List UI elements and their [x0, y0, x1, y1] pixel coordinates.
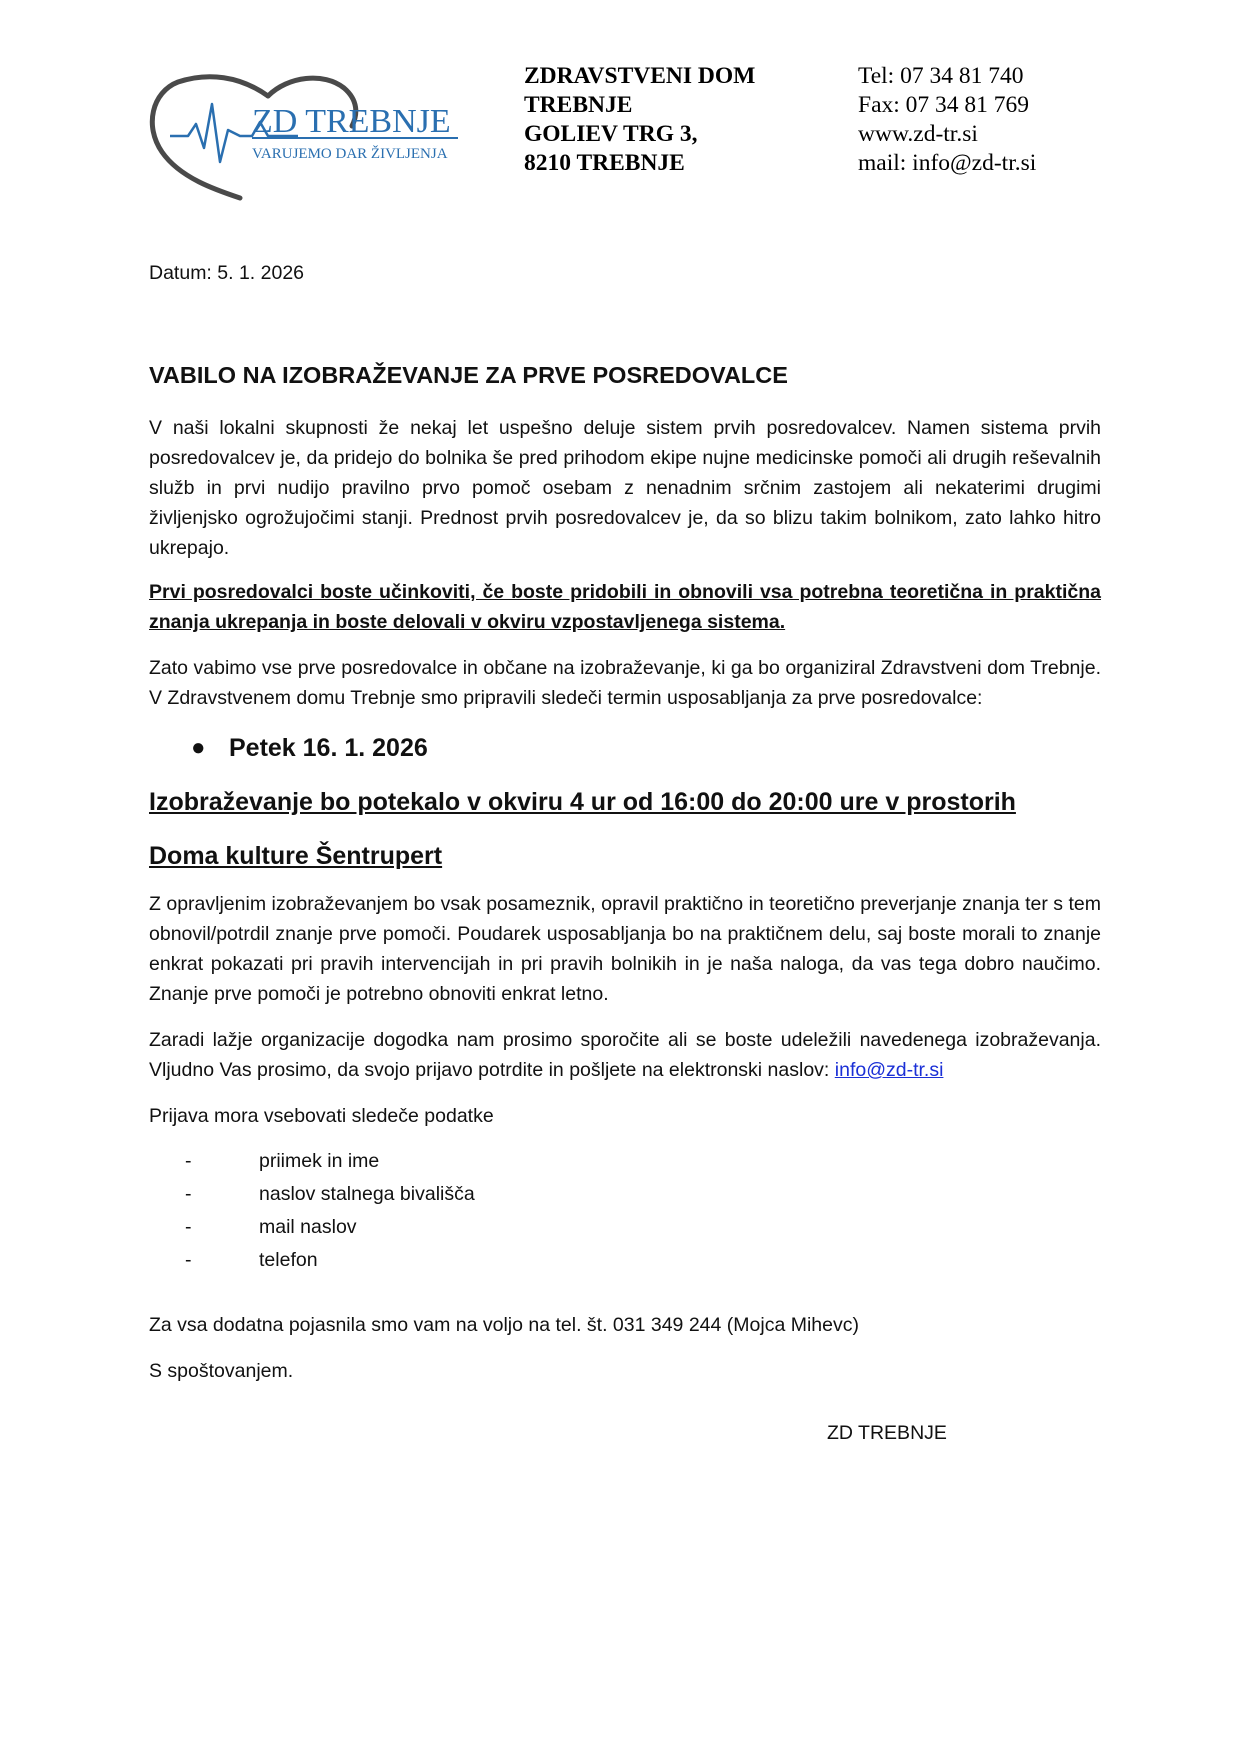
org-line: GOLIEV TRG 3,	[524, 121, 698, 147]
list-item	[149, 1244, 1101, 1277]
invitation-paragraph: Zato vabimo vse prve posredovalce in občane na izobraževanje, ki ga bo organiziral Zdravstveni dom Trebnje. V Zdravstvenem domu Trebnje smo pripravili sledeči termin usposabljanja za prve posredovalce:	[149, 657, 1101, 709]
event-date: Petek 16. 1. 2026	[229, 734, 428, 762]
list-item-text: telefon	[259, 1249, 318, 1271]
organization-address	[524, 62, 755, 178]
registration-paragraph	[149, 1025, 1101, 1085]
org-line: ZDRAVSTVENI DOM	[524, 63, 756, 89]
list-item	[149, 1211, 1101, 1244]
closing-salutation: S spoštovanjem.	[149, 1360, 294, 1382]
logo-title: ZD TREBNJE	[252, 103, 451, 140]
org-line: TREBNJE	[524, 92, 633, 118]
required-data-list	[149, 1145, 1101, 1277]
letter-title: VABILO NA IZOBRAŽEVANJE ZA PRVE POSREDOVALCE	[149, 362, 788, 388]
list-item-text: priimek in ime	[259, 1150, 380, 1172]
website-line: www.zd-tr.si	[858, 121, 978, 147]
list-item-text: naslov stalnega bivališča	[259, 1183, 475, 1205]
dash-marker: -	[185, 1150, 192, 1172]
event-date-item	[149, 731, 1101, 765]
heart-logo-icon	[148, 74, 468, 204]
dash-marker: -	[185, 1216, 192, 1238]
org-line: 8210 TREBNJE	[524, 150, 685, 176]
fax-line: Fax: 07 34 81 769	[858, 92, 1030, 118]
dash-marker: -	[185, 1183, 192, 1205]
dash-marker: -	[185, 1249, 192, 1271]
logo-tagline: VARUJEMO DAR ŽIVLJENJA	[252, 146, 448, 162]
contact-paragraph: Za vsa dodatna pojasnila smo vam na voljo na tel. št. 031 349 244 (Mojca Mihevc)	[149, 1314, 859, 1336]
intro-paragraph: V naši lokalni skupnosti že nekaj let uspešno deluje sistem prvih posredovalcev. Namen sistema prvih posredovalcev je, da pridejo do bolnika še pred prihodom ekipe nujne medicinske pomoči ali drugih reševalnih služb in prvi nudijo pravilno prvo pomoč osebam z nenadnim srčnim zastojem ali nekaterimi drugimi življenjsko ogrožujočimi stanji. Prednost prvih posredovalcev je, da so blizu takim bolnikom, zato lahko hitro ukrepajo.	[149, 417, 1101, 559]
phone-line: Tel: 07 34 81 740	[858, 63, 1024, 89]
event-location-heading: Doma kulture Šentrupert	[149, 842, 443, 870]
signature: ZD TREBNJE	[827, 1422, 947, 1444]
zd-trebnje-logo	[148, 74, 468, 204]
letter-body	[149, 258, 1101, 1448]
registration-text: Zaradi lažje organizacije dogodka nam prosimo sporočite ali se boste udeležili navedenega izobraževanja. Vljudno Vas prosimo, da svojo prijavo potrdite in pošljete na elektronski naslov:	[149, 1029, 1101, 1081]
contact-info	[858, 62, 1036, 178]
bullet-icon: ●	[191, 734, 206, 761]
mail-line: mail: info@zd-tr.si	[858, 150, 1037, 176]
list-item	[149, 1178, 1101, 1211]
list-item-text: mail naslov	[259, 1216, 357, 1238]
list-item	[149, 1145, 1101, 1178]
email-link[interactable]: info@zd-tr.si	[834, 1059, 944, 1081]
emphasis-paragraph: Prvi posredovalci boste učinkoviti, če boste pridobili in obnovili vsa potrebna teoretična in praktična znanja ukrepanja in boste delovali v okviru vzpostavljenega sistema.	[149, 581, 1101, 633]
training-details-paragraph: Z opravljenim izobraževanjem bo vsak posameznik, opravil praktično in teoretično preverjanje znanja ter s tem obnovil/potrdil znanje prve pomoči. Poudarek usposabljanja bo na praktičnem delu, saj boste morali to znanje enkrat pokazati pri pravih intervencijah in pri pravih bolnikih in je naša naloga, da vas tega dobro naučimo. Znanje prve pomoči je potrebno obnoviti enkrat letno.	[149, 893, 1101, 1005]
letter-date: Datum: 5. 1. 2026	[149, 262, 305, 284]
required-data-intro: Prijava mora vsebovati sledeče podatke	[149, 1105, 494, 1127]
event-time-heading: Izobraževanje bo potekalo v okviru 4 ur od 16:00 do 20:00 ure v prostorih	[149, 788, 1016, 816]
